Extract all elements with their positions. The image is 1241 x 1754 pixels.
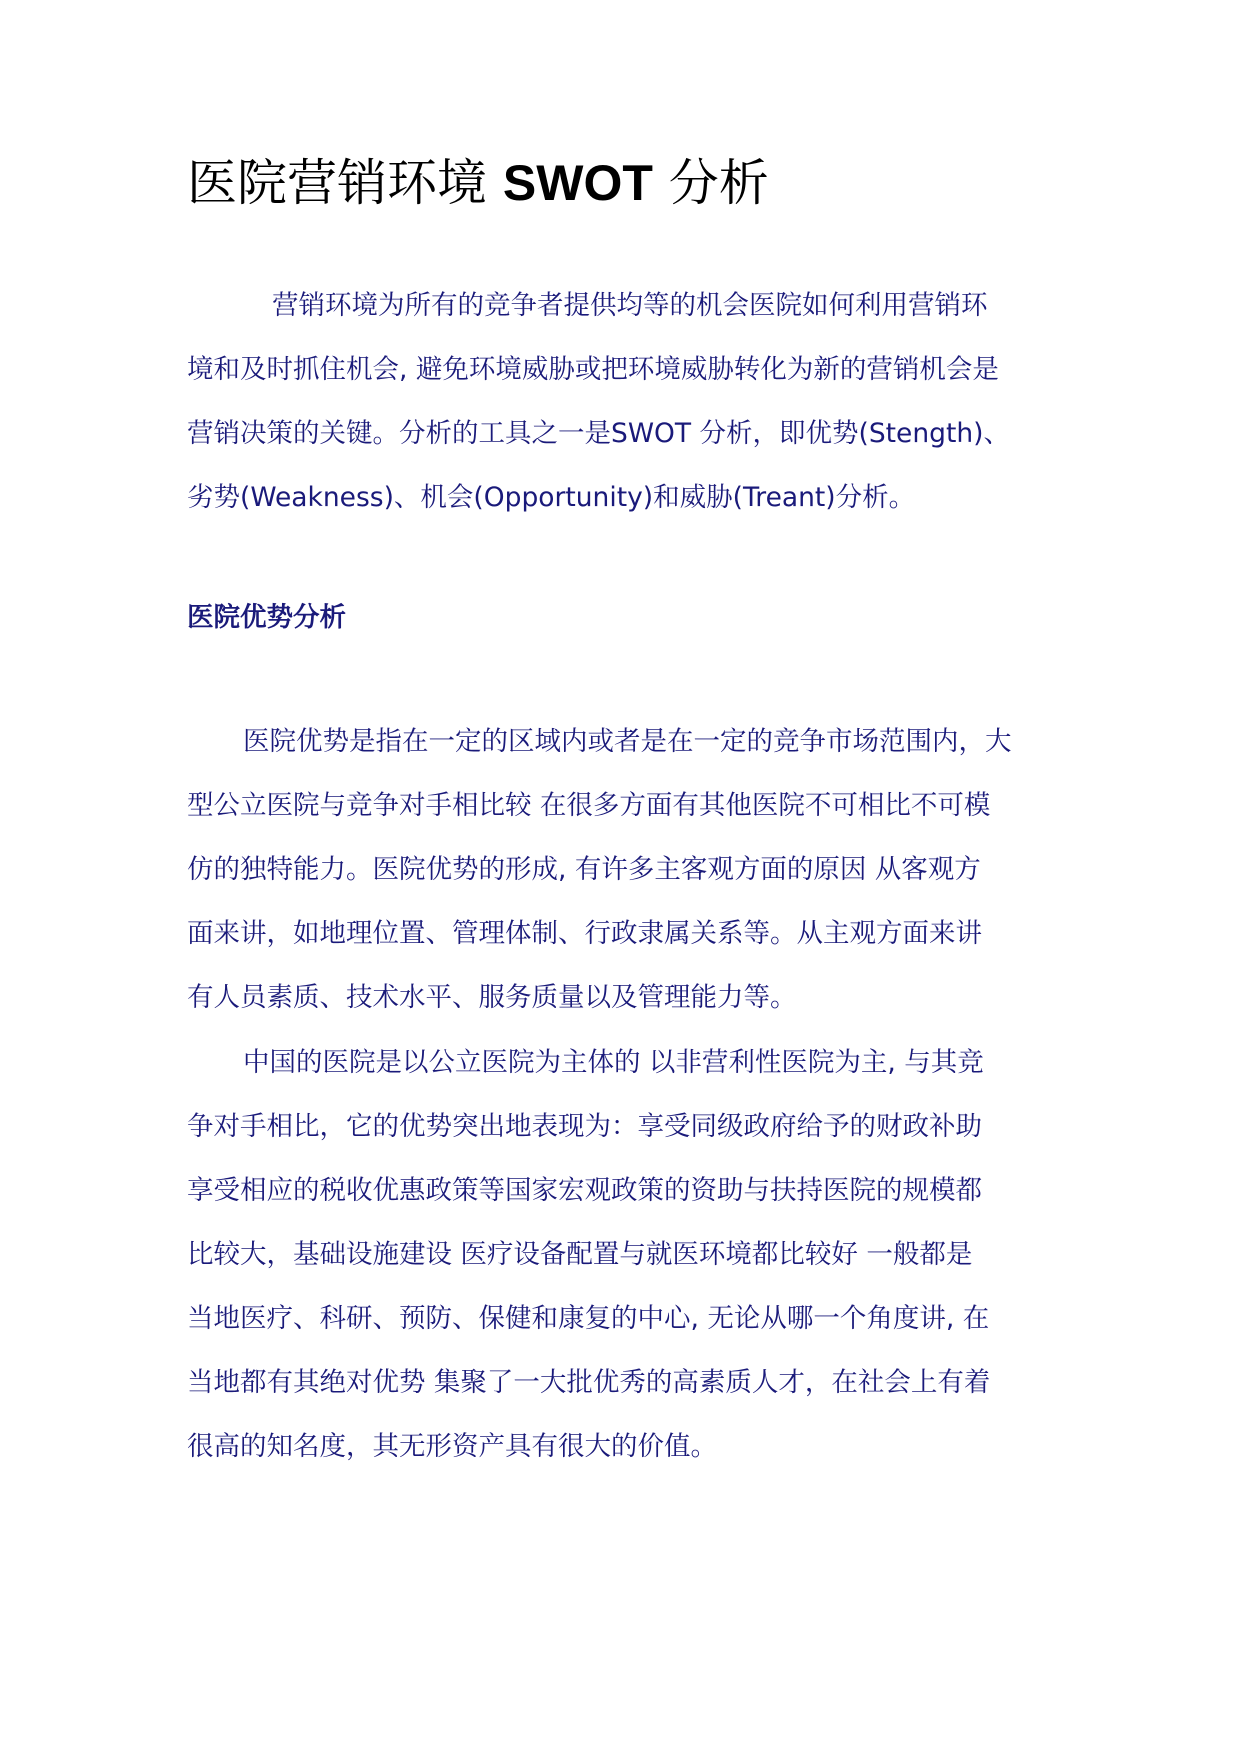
paragraph-line: 面来讲，如地理位置、管理体制、行政隶属关系等。从主观方面来讲 [187, 918, 982, 949]
paragraph-line: 医院优势是指在一定的区域内或者是在一定的竞争市场范围内，大 [243, 726, 1012, 757]
paragraph-line: 很高的知名度，其无形资产具有很大的价值。 [187, 1431, 717, 1462]
intro-line: 营销决策的关键。分析的工具之一是SWOT 分析，即优势(Stength)、 [187, 418, 1010, 449]
advantage-paragraph [187, 710, 1087, 1030]
section-heading: 医院优势分析 [187, 602, 346, 633]
paragraph-line: 型公立医院与竞争对手相比较 在很多方面有其他医院不可相比不可模 [187, 790, 991, 821]
intro-paragraph [187, 274, 1087, 530]
paragraph-line: 比较大，基础设施建设 医疗设备配置与就医环境都比较好 一般都是 [187, 1239, 973, 1270]
intro-line: 营销环境为所有的竞争者提供均等的机会医院如何利用营销环 [272, 290, 988, 321]
china-hospital-paragraph [187, 1031, 1087, 1479]
paragraph-line: 仿的独特能力。医院优势的形成, 有许多主客观方面的原因 从客观方 [187, 854, 981, 885]
paragraph-line: 争对手相比，它的优势突出地表现为：享受同级政府给予的财政补助 [187, 1111, 982, 1142]
paragraph-line: 有人员素质、技术水平、服务质量以及管理能力等。 [187, 982, 797, 1013]
paragraph-line: 享受相应的税收优惠政策等国家宏观政策的资助与扶持医院的规模都 [187, 1175, 982, 1206]
document-title: 医院营销环境 SWOT 分析 [187, 154, 769, 212]
title-latin-part: SWOT [502, 155, 653, 211]
intro-line: 境和及时抓住机会, 避免环境威胁或把环境威胁转化为新的营销机会是 [187, 354, 999, 385]
paragraph-line: 当地医疗、科研、预防、保健和康复的中心, 无论从哪一个角度讲, 在 [187, 1303, 990, 1334]
paragraph-line: 当地都有其绝对优势 集聚了一大批优秀的高素质人才，在社会上有着 [187, 1367, 991, 1398]
paragraph-line: 中国的医院是以公立医院为主体的 以非营利性医院为主, 与其竞 [243, 1047, 984, 1078]
intro-line: 劣势(Weakness)、机会(Opportunity)和威胁(Treant)分析。 [187, 482, 916, 513]
